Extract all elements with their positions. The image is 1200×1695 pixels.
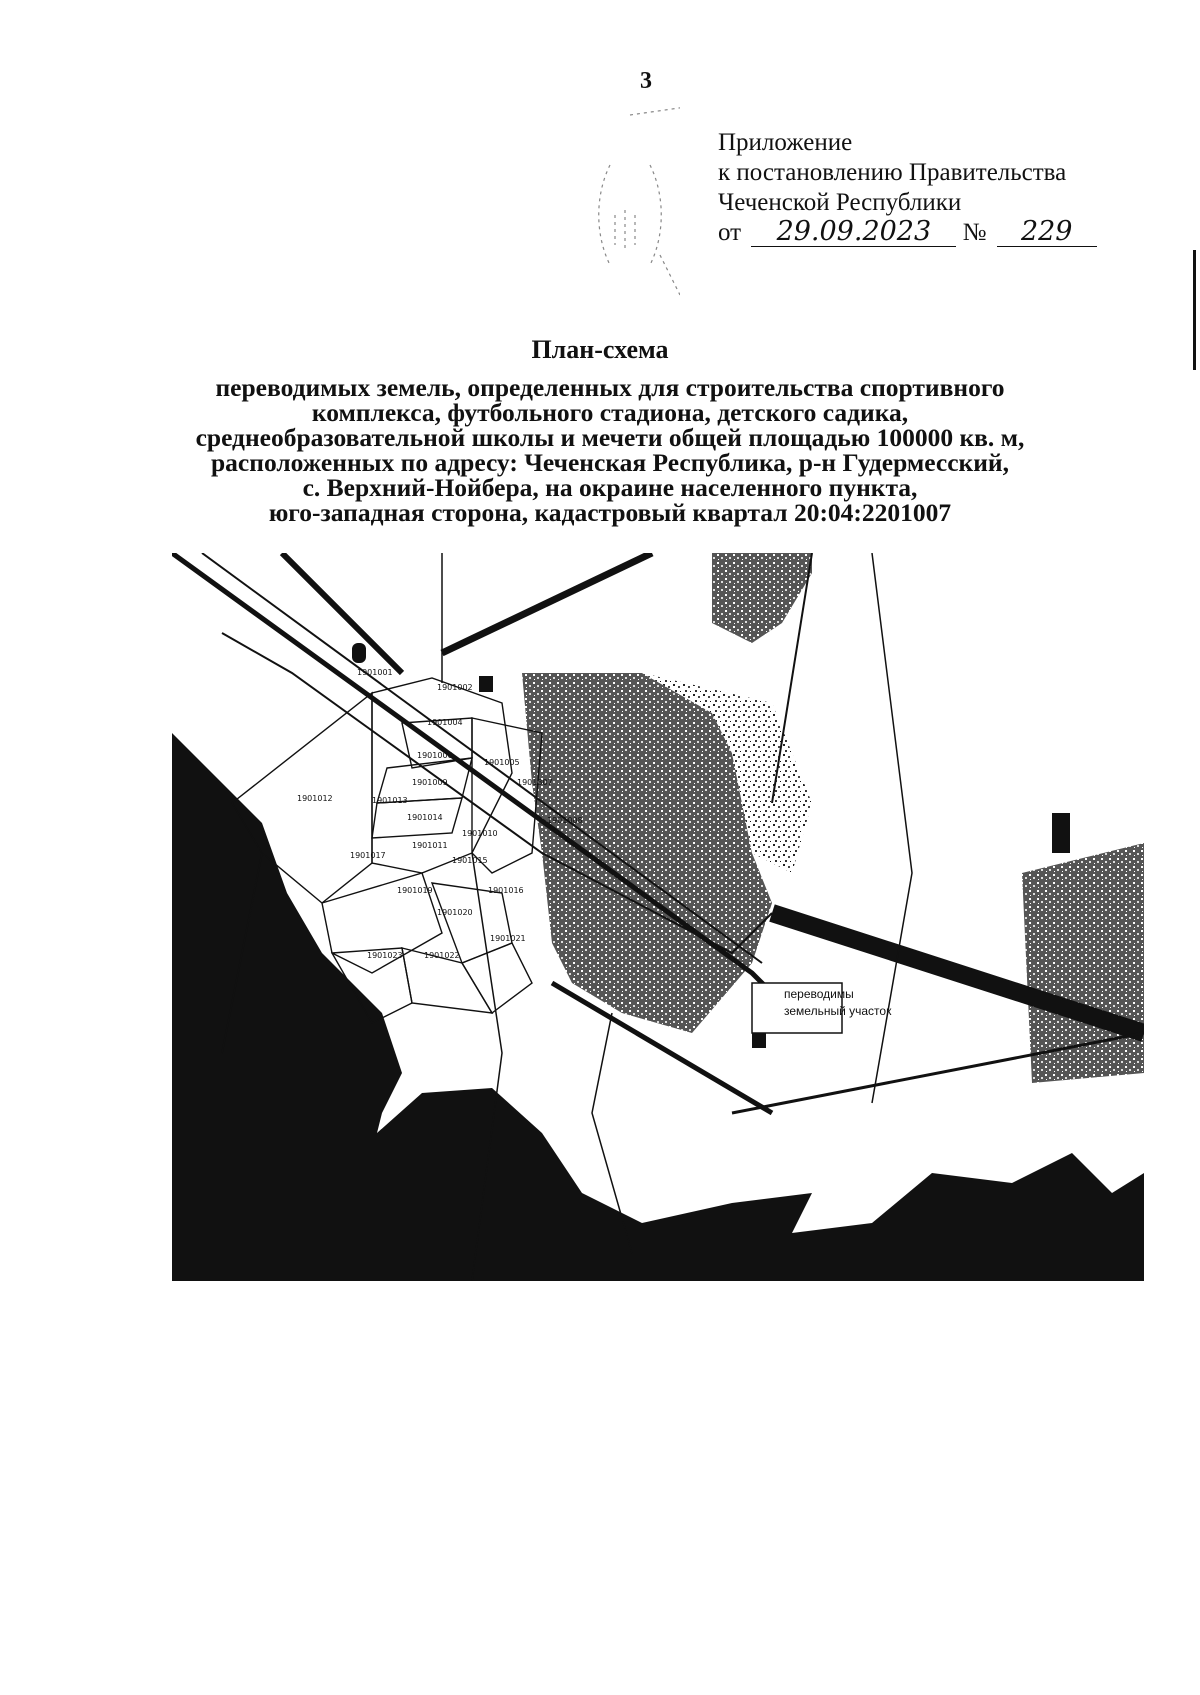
stamp-mark [590,105,680,305]
number-sign: № [962,219,987,246]
map-svg [172,553,1144,1281]
appendix-line-3: Чеченской Республики [718,189,962,216]
parcel-label: 1901020 [437,908,473,917]
document-title: План-схема [531,335,669,364]
parcel-label: 1901010 [462,829,498,838]
subtitle-line: переводимых земель, определенных для строительства спортивного [215,373,1005,402]
parcel-label: 1901013 [372,796,408,805]
parcel-label: 1901009 [412,778,448,787]
parcel-label: 1901307 [517,778,553,787]
parcel-label: 1901011 [412,841,448,850]
parcel-label: 1901017 [350,851,386,860]
settlement-east [1022,843,1144,1083]
subtitle-line: с. Верхний-Нойбера, на окраине населенного пункта, [302,473,918,502]
cadastral-map [172,553,1144,1281]
parcel-label: 1901002 [437,683,473,692]
appendix-date-line [718,218,1097,248]
appendix-block [718,128,1097,248]
river-branch [642,1153,1144,1281]
target-label-line-2: земельный участок [784,1004,892,1018]
parcel-label: 1901008 [547,816,583,825]
handwritten-date: 29.09.2023 [751,218,956,247]
handwritten-number: 229 [997,218,1097,247]
parcel-label: 1901023 [367,951,403,960]
settlement-north [712,553,812,643]
parcel-label: 1901001 [357,668,393,677]
appendix-line-2: к постановлению Правительства [718,159,1067,186]
parcel-label: 1901016 [488,886,524,895]
parcel-label: 1901021 [490,934,526,943]
page-number: 3 [640,68,652,94]
document-subtitle [130,375,1090,525]
target-label-line-1: переводимы [784,987,854,1001]
parcel-label: 1901005 [484,758,520,767]
subtitle-line: комплекса, футбольного стадиона, детского садика, [311,398,909,427]
subtitle-line: юго-западная сторона, кадастровый квартал 20:04:2201007 [268,498,952,527]
parcel-label: 1901012 [297,794,333,803]
parcel-label: 1901004 [427,718,463,727]
parcel-label: 1901022 [424,951,460,960]
subtitle-line: среднеобразовательной школы и мечети общей площадью 100000 кв. м, [195,423,1025,452]
parcel-label: 1901015 [452,856,488,865]
subtitle-line: расположенных по адресу: Чеченская Республика, р-н Гудермесский, [211,448,1009,477]
parcel-label: 1901014 [407,813,443,822]
date-prefix: от [718,219,742,246]
parcel-label: 1901006 [417,751,453,760]
appendix-line-1: Приложение [718,129,853,156]
parcel-label: 1901019 [397,886,433,895]
